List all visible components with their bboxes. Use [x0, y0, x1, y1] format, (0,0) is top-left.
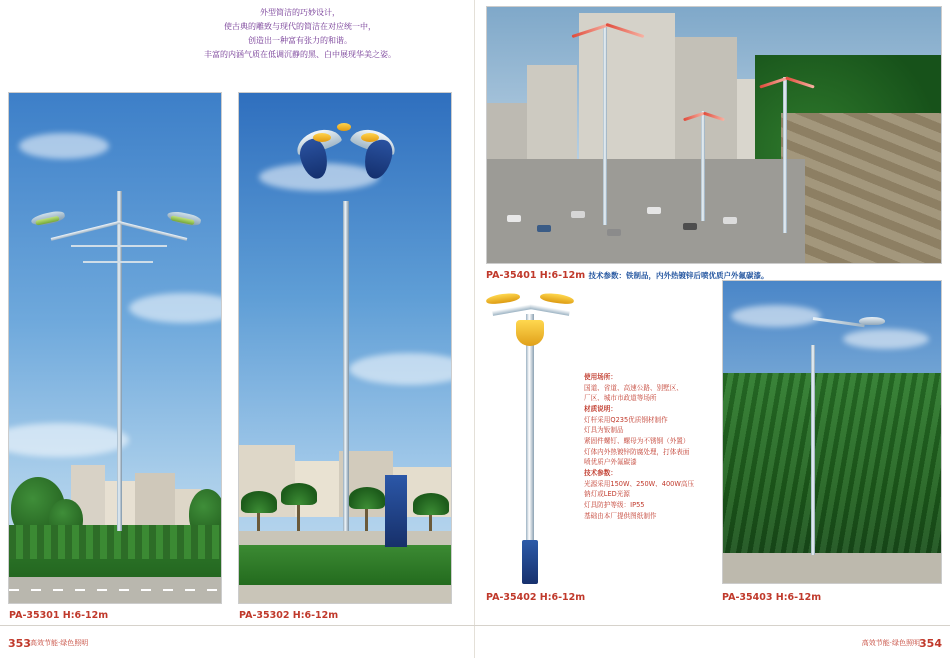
vehicle	[537, 225, 551, 232]
lamp-head-right	[540, 292, 574, 306]
specification-block	[584, 372, 704, 521]
spec-material-line-4: 灯体内外热镀锌防腐处理，打体表面	[584, 447, 690, 456]
page-spine-divider	[474, 0, 475, 658]
page-number-right: 354	[919, 637, 942, 650]
product-photo-pa-35401	[486, 6, 942, 264]
lamp-pole	[811, 345, 815, 555]
background-building	[135, 473, 175, 533]
cloud-shape	[843, 329, 929, 349]
lamp-yellow-accent-top	[337, 123, 351, 131]
product-photo-pa-35301	[8, 92, 222, 604]
caption-pa-35402: PA-35402 H:6-12m	[486, 592, 586, 603]
spec-tech-line-3: 灯具防护等级：IP55	[584, 501, 645, 510]
poem-line-2: 使古典的雕致与现代的简洁在对应统一中，	[224, 22, 376, 31]
lamp-pole	[701, 111, 705, 221]
hedge-row	[9, 525, 221, 559]
cloud-shape	[19, 133, 109, 159]
lamp-pole	[603, 25, 607, 225]
product-photo-pa-35302	[238, 92, 452, 604]
lamp-brace	[71, 245, 167, 247]
spec-tech-line-4: 基础由本厂提供图纸制作	[584, 511, 657, 520]
spec-tech-line-1: 光源采用150W、250W、400W高压	[584, 479, 695, 488]
spec-material-title: 材质说明：	[584, 405, 617, 414]
vehicle	[507, 215, 521, 222]
roadway	[9, 577, 221, 603]
caption-pa-35302: PA-35302 H:6-12m	[239, 610, 339, 621]
header-poem	[150, 6, 450, 62]
lamp-head-left	[486, 292, 520, 306]
spec-use-title: 使用场所：	[584, 373, 617, 381]
traffic-group	[497, 181, 797, 241]
product-photo-pa-35403	[722, 280, 942, 584]
footer-divider	[0, 625, 950, 626]
lamp-yellow-accent-left	[313, 133, 331, 142]
poem-line-4: 丰富的内涵气质在低调沉静的黑、白中展现华美之姿。	[204, 50, 396, 59]
lamp-pole	[343, 201, 349, 531]
poem-line-3: 创造出一种富有张力的和谐。	[248, 36, 352, 45]
vehicle	[571, 211, 585, 218]
blue-signpost	[385, 475, 407, 547]
cloud-shape	[731, 305, 821, 327]
lamp-pole	[526, 314, 534, 564]
tech-note-pa-35401: 技术参数：铁制品，内外热镀锌后喷优质户外氟碳漆。	[588, 271, 769, 280]
spec-material-line-3: 紧固件螺钉、螺母为不锈钢（外置）	[584, 437, 690, 446]
lamp-yellow-accent-right	[361, 133, 379, 142]
footer-text-left: 高效节能·绿色照明	[30, 639, 89, 647]
lamp-pole	[783, 77, 787, 233]
caption-pa-35403: PA-35403 H:6-12m	[722, 592, 822, 603]
lamp-head	[859, 317, 885, 325]
lawn-strip	[239, 545, 451, 585]
vine-covered-slope	[723, 373, 941, 583]
product-photo-pa-35402	[486, 280, 574, 584]
spec-tech-title: 技术参数：	[584, 469, 617, 478]
vehicle	[607, 229, 621, 236]
vehicle	[683, 223, 697, 230]
footer-text-right: 高效节能·绿色照明	[861, 639, 920, 647]
spec-material-line-5: 喷优质户外氟碳漆	[584, 458, 637, 467]
spec-use-line-1: 国道、省道、高速公路、别墅区、	[584, 383, 683, 392]
retaining-wall	[781, 113, 941, 263]
lamp-pole-base	[522, 540, 538, 584]
caption-pa-35301: PA-35301 H:6-12m	[9, 610, 109, 621]
caption-text: PA-35401 H:6-12m	[486, 270, 586, 281]
spec-material-line-2: 灯具为钣制品	[584, 426, 624, 435]
vehicle	[647, 207, 661, 214]
spec-material-line-1: 灯杆采用Q235优质钢材制作	[584, 415, 668, 424]
lamp-brace	[83, 261, 153, 263]
spec-use-line-2: 厂区、城市市政道等场所	[584, 394, 657, 403]
vehicle	[723, 217, 737, 224]
lamp-arm-right	[530, 304, 570, 316]
spec-tech-line-2: 钠灯或LED光源	[584, 490, 630, 499]
walkway	[723, 553, 941, 583]
lamp-pole	[117, 191, 122, 531]
page-number-left: 353	[8, 637, 31, 650]
poem-line-1: 外型简洁的巧妙设计，	[260, 8, 340, 17]
lamp-yellow-bracket	[516, 320, 544, 346]
